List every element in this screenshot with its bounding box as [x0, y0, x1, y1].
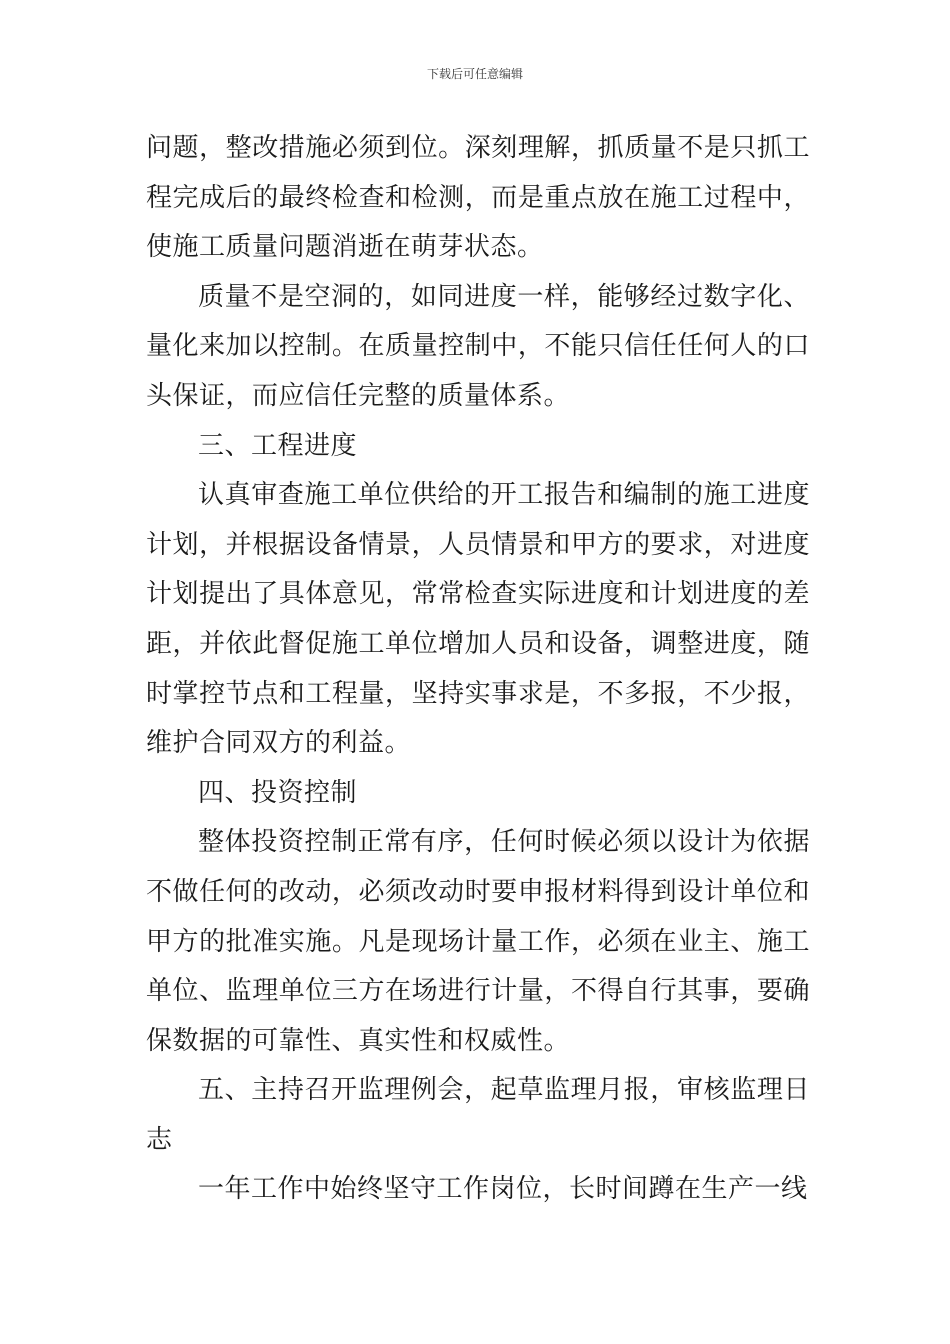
paragraph-quality-control: 质量不是空洞的，如同进度一样，能够经过数字化、量化来加以控制。在质量控制中，不能只信任任何人的口头保证，而应信任完整的质量体系。	[146, 281, 810, 411]
paragraph-progress: 认真审查施工单位供给的开工报告和编制的施工进度计划，并根据设备情景，人员情景和甲方的要求，对进度计划提出了具体意见，常常检查实际进度和计划进度的差距，并依此督促施工单位增加人员和设备，调整进度，随时掌控节点和工程量，坚持实事求是，不多报，不少报，维护合同双方的利益。	[146, 480, 810, 759]
paragraph-investment: 整体投资控制正常有序，任何时候必须以设计为依据不做任何的改动，必须改动时要申报材料得到设计单位和甲方的批准实施。凡是现场计量工作，必须在业主、施工单位、监理单位三方在场进行计量，不得自行其事，要确保数据的可靠性、真实性和权威性。	[146, 827, 810, 1056]
section-heading-investment: 四、投资控制	[198, 777, 358, 808]
paragraph-quality-issues: 问题，整改措施必须到位。深刻理解，抓质量不是只抓工程完成后的最终检查和检测，而是重点放在施工过程中，使施工质量问题消逝在萌芽状态。	[146, 133, 810, 263]
paragraph-work-year: 一年工作中始终坚守工作岗位，长时间蹲在生产一线	[198, 1174, 808, 1205]
section-heading-meetings: 五、主持召开监理例会，起草监理月报，审核监理日志	[146, 1075, 810, 1155]
document-body	[146, 124, 810, 1215]
page-header-note: 下载后可任意编辑	[426, 67, 523, 81]
section-heading-progress: 三、工程进度	[198, 430, 358, 461]
